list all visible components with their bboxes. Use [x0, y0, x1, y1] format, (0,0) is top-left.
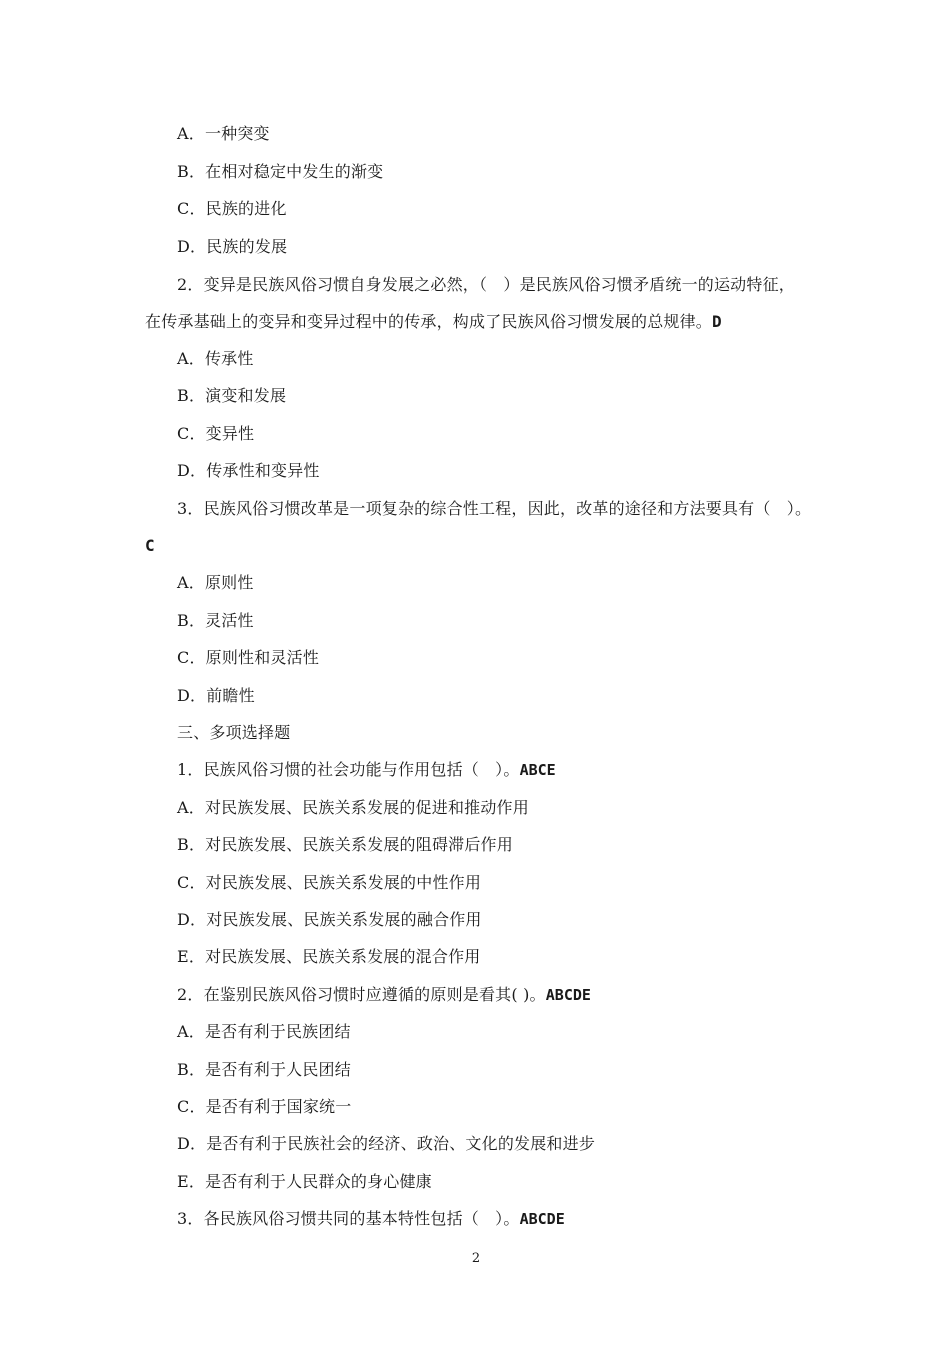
m1-option-b: B．对民族发展、民族关系发展的阻碍滞后作用 [177, 835, 513, 854]
q3-stem-line1: 3．民族风俗习惯改革是一项复杂的综合性工程，因此，改革的途径和方法要具有（ ）。 [177, 499, 812, 518]
q3-option-b: B．灵活性 [177, 611, 254, 630]
m2-option-c: C．是否有利于国家统一 [177, 1097, 352, 1116]
page-number: 2 [471, 1251, 481, 1266]
m3-answer: ABCDE [519, 1210, 565, 1228]
m1-answer: ABCE [519, 761, 556, 779]
m3-stem-text: 3．各民族风俗习惯共同的基本特性包括（ ）。 [177, 1209, 520, 1228]
m1-stem [177, 760, 556, 780]
m3-stem [177, 1209, 565, 1229]
q2-stem-line1: 2．变异是民族风俗习惯自身发展之必然，（ ）是民族风俗习惯矛盾统一的运动特征， [177, 275, 795, 294]
m2-option-b: B．是否有利于人民团结 [177, 1060, 351, 1079]
q2-stem-text: 在传承基础上的变异和变异过程中的传承，构成了民族风俗习惯发展的总规律。 [145, 312, 713, 331]
m2-answer: ABCDE [545, 986, 591, 1004]
q2-option-a: A．传承性 [177, 349, 254, 368]
q1-option-c: C．民族的进化 [177, 199, 287, 218]
m2-stem [177, 985, 591, 1005]
m1-option-e: E．对民族发展、民族关系发展的混合作用 [177, 947, 481, 966]
q2-option-c: C．变异性 [177, 424, 255, 443]
m1-option-a: A．对民族发展、民族关系发展的促进和推动作用 [177, 798, 529, 817]
m2-option-e: E．是否有利于人民群众的身心健康 [177, 1172, 432, 1191]
q2-stem-line2 [145, 312, 722, 332]
q1-option-a: A．一种突变 [177, 124, 270, 143]
m1-option-d: D．对民族发展、民族关系发展的融合作用 [177, 910, 482, 929]
q2-answer: D [712, 312, 722, 331]
q1-option-d: D．民族的发展 [177, 237, 288, 256]
q3-option-c: C．原则性和灵活性 [177, 648, 320, 667]
m2-option-d: D．是否有利于民族社会的经济、政治、文化的发展和进步 [177, 1134, 596, 1153]
q3-option-a: A．原则性 [177, 573, 254, 592]
q3-answer: C [145, 536, 155, 555]
q3-option-d: D．前瞻性 [177, 686, 255, 705]
m1-stem-text: 1．民族风俗习惯的社会功能与作用包括（ ）。 [177, 760, 520, 779]
section-title: 三、多项选择题 [177, 723, 291, 742]
q1-option-b: B．在相对稳定中发生的渐变 [177, 162, 384, 181]
m2-option-a: A．是否有利于民族团结 [177, 1022, 351, 1041]
m2-stem-text: 2．在鉴别民族风俗习惯时应遵循的原则是看其( )。 [177, 985, 546, 1004]
m1-option-c: C．对民族发展、民族关系发展的中性作用 [177, 873, 482, 892]
q2-option-d: D．传承性和变异性 [177, 461, 320, 480]
q2-option-b: B．演变和发展 [177, 386, 287, 405]
